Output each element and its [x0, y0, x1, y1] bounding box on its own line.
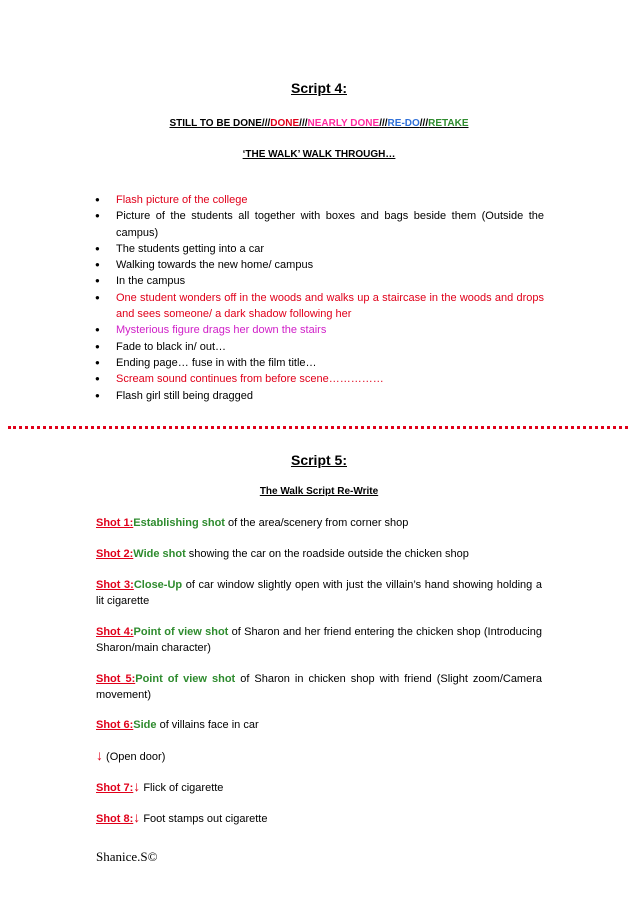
script4-title: Script 4: — [290, 80, 347, 96]
list-item: ● One student wonders off in the woods and walks up a staircase in the woods and drops and sees someone/ a dark shadow following her — [94, 290, 544, 323]
shot-label: Shot 2: — [96, 548, 134, 560]
list-item: ● Fade to black in/ out… — [94, 339, 544, 355]
shot-label: Shot 5: — [96, 673, 136, 685]
shot-entry — [96, 577, 542, 610]
shot-description: of Sharon in chicken shop with friend (Slight zoom/Camera movement) — [96, 673, 542, 702]
shot-type: Point of view shot — [133, 626, 229, 638]
shot-type: Side — [133, 719, 157, 731]
shot-entry — [96, 747, 542, 765]
script5-title: Script 5: — [290, 452, 347, 468]
walk-through-list — [94, 192, 544, 404]
shot-type: Establishing shot — [133, 517, 225, 529]
shot-entry — [96, 515, 542, 531]
status-part: /// — [261, 118, 271, 129]
list-item: ● Mysterious figure drags her down the stairs — [94, 322, 544, 338]
shot-entry — [96, 546, 542, 562]
shot-entry — [96, 717, 542, 733]
down-arrow-icon: ↓ — [96, 747, 103, 763]
shot-entry — [96, 778, 542, 796]
status-part: RETAKE — [428, 118, 469, 129]
list-item: ● Flash girl still being dragged — [94, 388, 544, 404]
shot-type: Point of view shot — [135, 673, 236, 685]
list-item: ● Ending page… fuse in with the film title… — [94, 355, 544, 371]
status-part: NEARLY DONE — [307, 118, 380, 129]
list-item: ● Picture of the students all together with boxes and bags beside them (Outside the campus) — [94, 208, 544, 241]
shot-label: Shot 7: — [96, 782, 134, 794]
shot-description: showing the car on the roadside outside the chicken shop — [185, 548, 469, 560]
shot-description: Foot stamps out cigarette — [140, 813, 268, 825]
down-arrow-icon: ↓ — [133, 778, 141, 794]
shot-label: Shot 1: — [96, 517, 134, 529]
status-legend — [0, 118, 638, 129]
list-item: ● In the campus — [94, 273, 544, 289]
shot-type: Wide shot — [133, 548, 186, 560]
list-item: ● Walking towards the new home/ campus — [94, 257, 544, 273]
script5-subtitle: The Walk Script Re-Write — [259, 486, 379, 497]
shot-label: Shot 8: — [96, 813, 134, 825]
shot-description: Flick of cigarette — [140, 782, 224, 794]
shot-label: Shot 6: — [96, 719, 134, 731]
status-part: STILL TO BE DONE — [169, 118, 262, 129]
shot-type: Close-Up — [133, 579, 183, 591]
shot-entry — [96, 809, 542, 827]
shot-label: Shot 4: — [96, 626, 134, 638]
down-arrow-icon: ↓ — [133, 809, 141, 825]
status-part: /// — [379, 118, 388, 129]
shot-description: of the area/scenery from corner shop — [224, 517, 409, 529]
shot-entry — [96, 624, 542, 657]
shot-entry — [96, 671, 542, 704]
status-part: DONE — [270, 118, 300, 129]
status-part: RE-DO — [387, 118, 420, 129]
status-part: /// — [299, 118, 308, 129]
section-divider — [8, 426, 628, 433]
script4-subtitle: ‘THE WALK’ WALK THROUGH… — [242, 149, 396, 160]
shot-label: Shot 3: — [96, 579, 134, 591]
footer-author: Shanice.S© — [96, 849, 158, 864]
status-part: /// — [419, 118, 429, 129]
list-item: ● Flash picture of the college — [94, 192, 544, 208]
list-item: ● Scream sound continues from before scene…………… — [94, 371, 544, 387]
shot-description: of Sharon and her friend entering the chicken shop (Introducing Sharon/main character) — [96, 626, 542, 655]
shot-description: (Open door) — [103, 751, 166, 763]
list-item: ● The students getting into a car — [94, 241, 544, 257]
shot-description: of villains face in car — [156, 719, 259, 731]
shot-description: of car window slightly open with just the villain’s hand showing holding a lit cigarette — [96, 579, 542, 608]
